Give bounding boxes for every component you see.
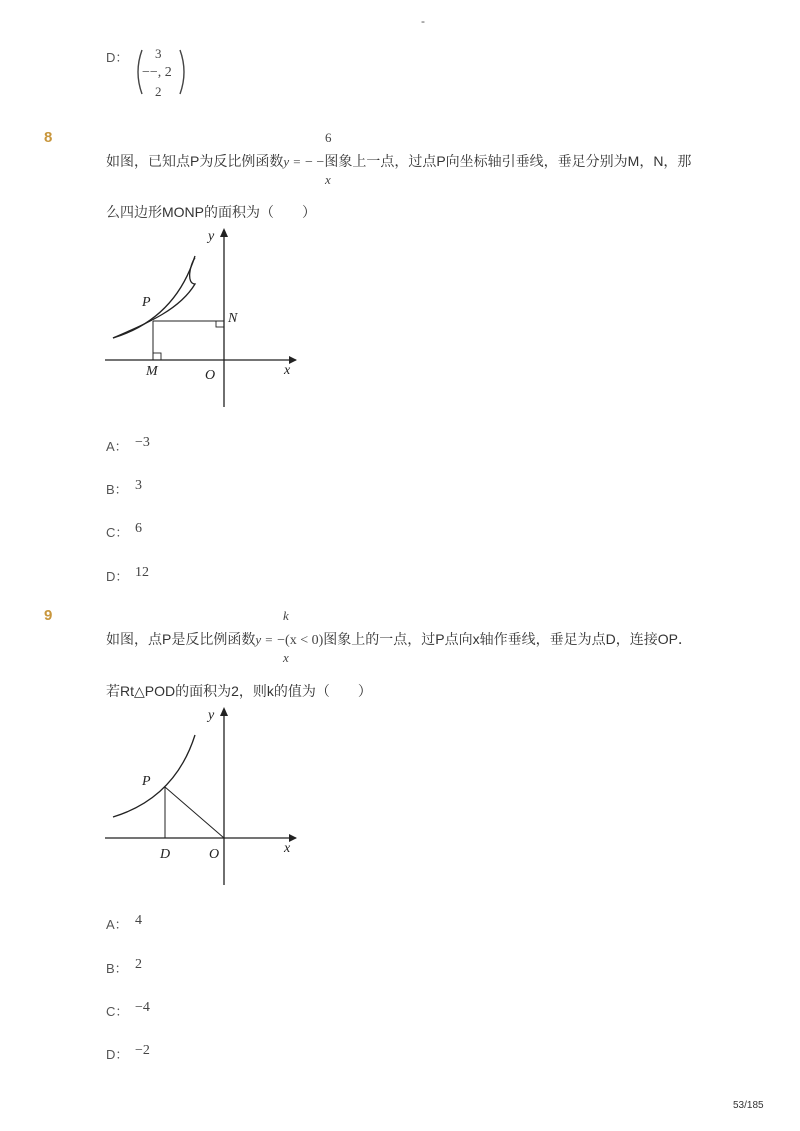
q9-func-denominator: x xyxy=(283,650,289,665)
q9-option-c-letter: C： xyxy=(106,1004,129,1019)
q9-line1 xyxy=(106,629,692,649)
q8-line1-prefix: 如图，已知点P为反比例函数 xyxy=(106,153,284,169)
q9-segment-op xyxy=(165,787,224,838)
q8-right-angle-m xyxy=(153,353,161,360)
q8-label-x: x xyxy=(284,363,291,378)
page-number: 53/185 xyxy=(733,1100,764,1111)
q9-figure xyxy=(100,703,305,889)
q8-label-y: y xyxy=(208,229,215,244)
question-number-8: 8 xyxy=(44,129,53,146)
q9-label-y: y xyxy=(208,708,215,723)
q9-line2: 若Rt△POD的面积为2，则k的值为（ ） xyxy=(106,683,372,699)
prev-option-d-letter: D： xyxy=(106,50,129,65)
q8-option-d-letter: D： xyxy=(106,569,129,584)
q9-line1-suffix: 图象上的一点，过P点向x轴作垂线，垂足为点D，连接OP． xyxy=(323,631,692,647)
q9-line1-prefix: 如图，点P是反比例函数 xyxy=(106,631,256,647)
q9-option-d-value: −2 xyxy=(135,1043,150,1058)
q9-label-d: D xyxy=(160,847,171,862)
prev-option-d-middle: −−, 2 xyxy=(142,65,172,80)
q9-option-b-letter: B： xyxy=(106,961,128,976)
q8-label-m: M xyxy=(146,364,158,379)
q9-option-c-value: −4 xyxy=(135,1000,150,1015)
q9-option-a-letter: A： xyxy=(106,917,128,932)
q8-label-p: P xyxy=(142,295,151,310)
q8-option-c-letter: C： xyxy=(106,525,129,540)
prev-option-d-expression xyxy=(134,44,194,100)
q8-func-denominator: x xyxy=(325,172,331,187)
q8-label-n: N xyxy=(228,311,238,326)
question-number-9: 9 xyxy=(44,607,53,624)
q8-func-numerator: 6 xyxy=(325,130,332,145)
q8-y-axis-arrow-icon xyxy=(220,228,228,237)
q8-option-a-value: −3 xyxy=(135,435,150,450)
q8-line1-suffix: 图象上一点，过点P向坐标轴引垂线，垂足分别为M，N，那 xyxy=(324,153,692,169)
q9-option-a-value: 4 xyxy=(135,913,142,928)
q8-hyperbola-curve xyxy=(113,258,195,338)
q8-line2: 么四边形MONP的面积为（ ） xyxy=(106,204,316,220)
q9-label-o: O xyxy=(209,847,220,862)
q9-func-lhs: y = xyxy=(255,632,274,647)
q9-label-x: x xyxy=(284,841,291,856)
header-mark: - xyxy=(421,14,425,28)
q8-hyperbola-curve-main xyxy=(113,256,195,338)
q8-label-o: O xyxy=(205,368,216,383)
q9-label-p: P xyxy=(142,774,151,789)
q9-func-cond: −(x < 0) xyxy=(277,633,324,648)
q8-func-lhs: y = xyxy=(283,154,302,169)
prev-option-d-top: 3 xyxy=(155,46,162,61)
q8-figure xyxy=(100,224,305,410)
q8-right-angle-n xyxy=(216,321,224,327)
q8-option-a-letter: A： xyxy=(106,439,128,454)
prev-option-d-bottom: 2 xyxy=(155,84,162,99)
q8-line1 xyxy=(106,151,691,171)
q8-option-b-value: 3 xyxy=(135,478,142,493)
q8-option-b-letter: B： xyxy=(106,482,128,497)
q9-func-numerator: k xyxy=(283,608,289,623)
q8-option-d-value: 12 xyxy=(135,565,149,580)
q9-option-d-letter: D： xyxy=(106,1047,129,1062)
q9-y-axis-arrow-icon xyxy=(220,707,228,716)
q8-func-sign: − − xyxy=(305,155,325,170)
q8-option-c-value: 6 xyxy=(135,521,142,536)
q9-option-b-value: 2 xyxy=(135,957,142,972)
q9-hyperbola-curve xyxy=(113,735,195,817)
